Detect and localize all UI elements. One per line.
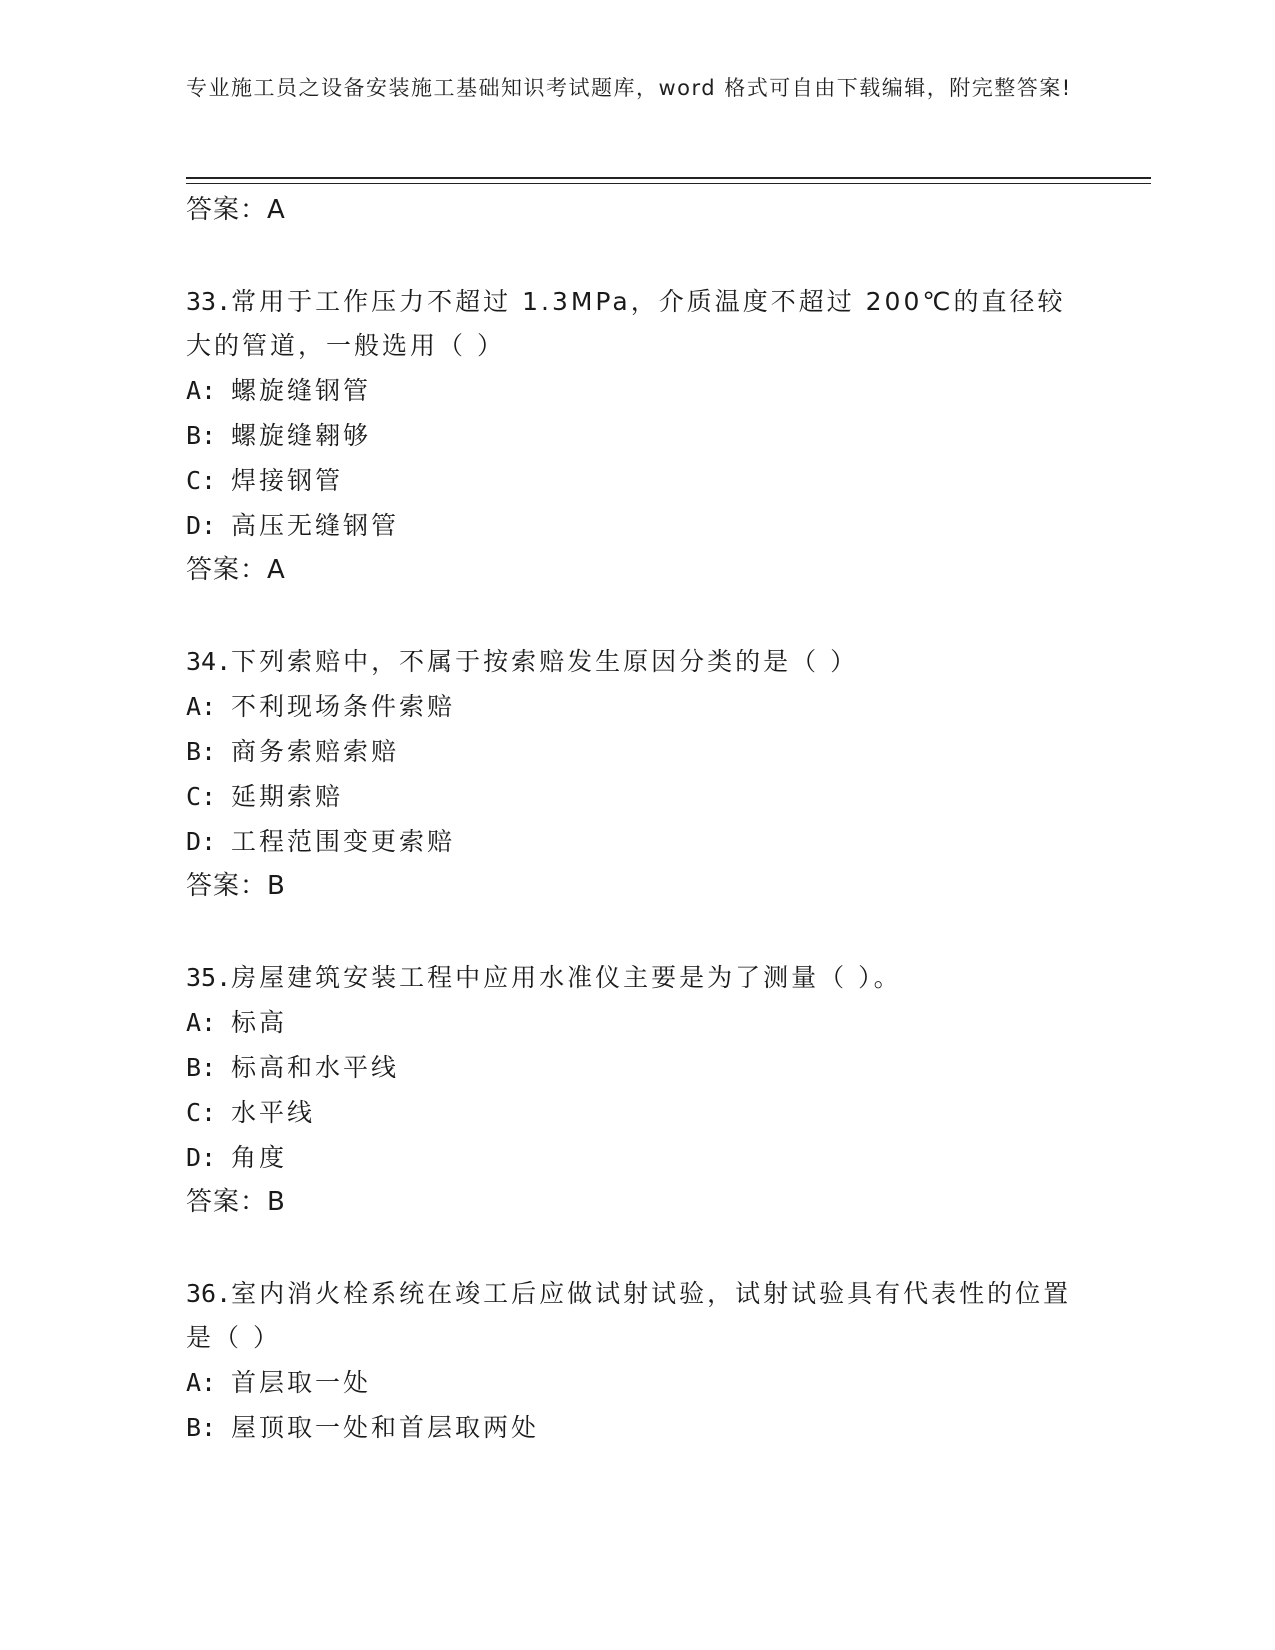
option-letter: C: <box>186 466 217 495</box>
question-33 <box>186 280 1086 593</box>
previous-answer: 答案：A <box>186 195 286 225</box>
option-text: 标高 <box>231 1008 288 1037</box>
option-text: 屋顶取一处和首层取两处 <box>231 1413 540 1442</box>
option-d <box>186 1135 1086 1180</box>
option-letter: A: <box>186 692 217 721</box>
option-d <box>186 819 1086 864</box>
option-text: 首层取一处 <box>231 1368 372 1397</box>
option-letter: B: <box>186 421 217 450</box>
question-stem: 常用于工作压力不超过 1.3MPa，介质温度不超过 200℃的直径较大的管道，一般选用（ ） <box>186 287 1066 360</box>
option-text: 螺旋缝钢管 <box>231 376 372 405</box>
option-b <box>186 1045 1086 1090</box>
question-34 <box>186 640 1086 909</box>
option-c <box>186 1090 1086 1135</box>
option-a <box>186 1360 1086 1405</box>
option-letter: A: <box>186 1368 217 1397</box>
option-letter: D: <box>186 511 217 540</box>
option-letter: D: <box>186 1143 217 1172</box>
question-text <box>186 1272 1086 1360</box>
document-header: 专业施工员之设备安装施工基础知识考试题库，word 格式可自由下载编辑，附完整答案! <box>186 76 1072 100</box>
question-number: 36. <box>186 1279 232 1308</box>
option-text: 不利现场条件索赔 <box>231 692 456 721</box>
answer: 答案：B <box>186 871 286 901</box>
answer: 答案：B <box>186 1187 286 1217</box>
option-text: 焊接钢管 <box>231 466 344 495</box>
option-text: 水平线 <box>231 1098 316 1127</box>
option-letter: A: <box>186 1008 217 1037</box>
header-rule-thick <box>186 177 1151 179</box>
option-text: 工程范围变更索赔 <box>231 827 456 856</box>
option-a <box>186 368 1086 413</box>
option-a <box>186 684 1086 729</box>
question-text <box>186 280 1086 368</box>
question-stem: 房屋建筑安装工程中应用水准仪主要是为了测量（ ）。 <box>231 963 902 992</box>
question-number: 34. <box>186 647 232 676</box>
option-b <box>186 1405 1086 1450</box>
question-stem: 下列索赔中，不属于按索赔发生原因分类的是（ ） <box>231 647 859 676</box>
question-36 <box>186 1272 1086 1450</box>
option-letter: B: <box>186 1053 217 1082</box>
question-text <box>186 956 1086 1000</box>
option-d <box>186 503 1086 548</box>
option-letter: B: <box>186 737 217 766</box>
option-text: 延期索赔 <box>231 782 344 811</box>
option-text: 螺旋缝翱够 <box>231 421 372 450</box>
option-text: 商务索赔索赔 <box>231 737 400 766</box>
option-b <box>186 729 1086 774</box>
answer: 答案：A <box>186 555 286 585</box>
question-list <box>186 188 1086 1450</box>
option-c <box>186 458 1086 503</box>
option-letter: D: <box>186 827 217 856</box>
question-number: 35. <box>186 963 232 992</box>
option-text: 角度 <box>231 1143 288 1172</box>
question-number: 33. <box>186 287 232 316</box>
question-stem: 室内消火栓系统在竣工后应做试射试验，试射试验具有代表性的位置是（ ） <box>186 1279 1072 1352</box>
option-b <box>186 413 1086 458</box>
option-letter: C: <box>186 782 217 811</box>
option-text: 高压无缝钢管 <box>231 511 400 540</box>
question-35 <box>186 956 1086 1225</box>
question-text <box>186 640 1086 684</box>
option-letter: C: <box>186 1098 217 1127</box>
option-text: 标高和水平线 <box>231 1053 400 1082</box>
option-letter: B: <box>186 1413 217 1442</box>
header-rule-thin <box>186 183 1151 184</box>
option-a <box>186 1000 1086 1045</box>
option-letter: A: <box>186 376 217 405</box>
option-c <box>186 774 1086 819</box>
